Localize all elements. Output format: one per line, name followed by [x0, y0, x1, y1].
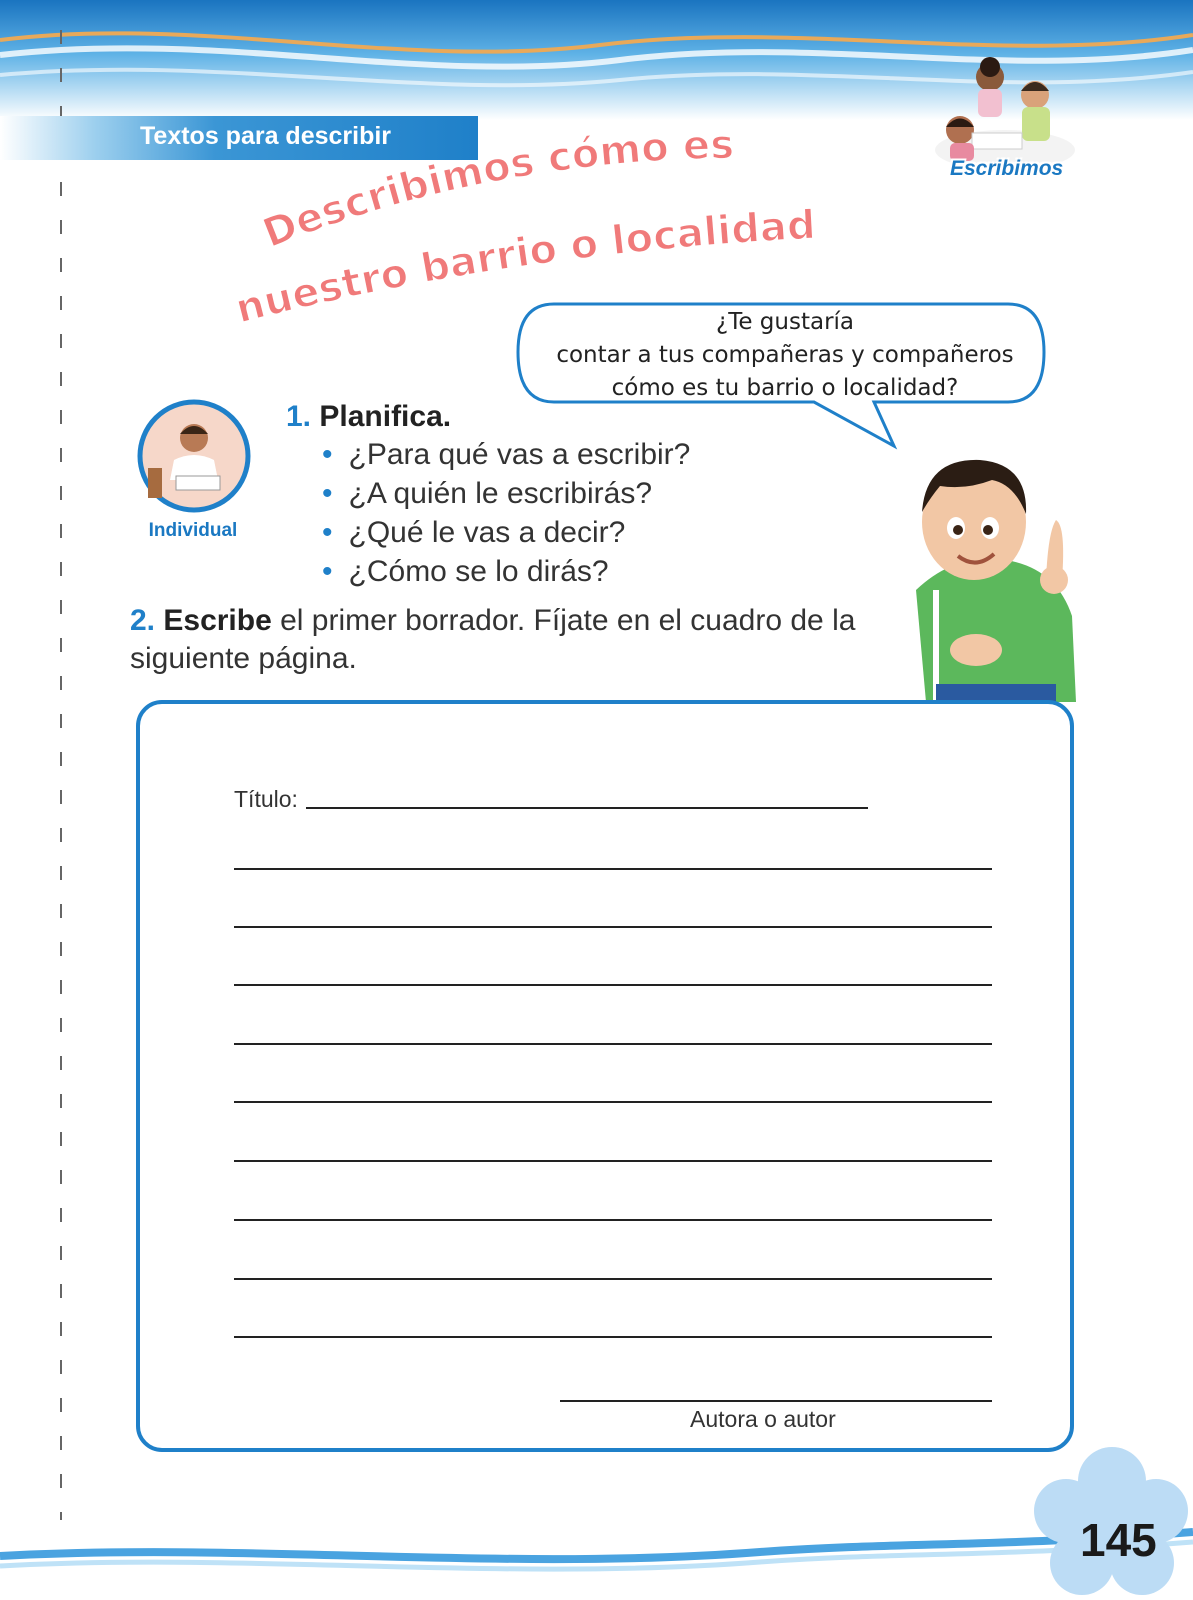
step-1-number: 1.: [286, 400, 312, 433]
title-line-1: Describimos cómo es: [256, 122, 735, 258]
step-2-number: 2.: [130, 604, 156, 637]
writing-line[interactable]: [234, 1160, 992, 1162]
author-field-line[interactable]: [560, 1400, 992, 1402]
writing-line[interactable]: [234, 868, 992, 870]
title-field-line[interactable]: [306, 807, 868, 809]
section-label: Textos para describir: [140, 122, 392, 150]
bubble-line: cómo es tu barrio o localidad?: [611, 375, 959, 401]
step-2-heading: Escribe: [163, 604, 272, 637]
speech-bubble-text: [520, 306, 1050, 405]
step-2: [130, 602, 910, 678]
writing-line[interactable]: [234, 1219, 992, 1221]
cut-line: [60, 30, 62, 1520]
writing-line[interactable]: [234, 984, 992, 986]
list-item: • ¿Para qué vas a escribir?: [322, 438, 691, 471]
step-1-heading: Planifica.: [319, 400, 452, 433]
individual-work-icon: [136, 398, 252, 514]
page-number: 145: [1080, 1514, 1157, 1566]
writing-line[interactable]: [234, 926, 992, 928]
title-field-label: Título:: [234, 786, 298, 812]
writing-line[interactable]: [234, 1101, 992, 1103]
writing-line[interactable]: [234, 1043, 992, 1045]
bubble-line: ¿Te gustaría: [715, 309, 855, 335]
activity-badge: Escribimos: [950, 157, 1064, 180]
boy-illustration: [896, 440, 1096, 702]
planning-questions: [322, 438, 690, 594]
list-item: • ¿Qué le vas a decir?: [322, 516, 626, 549]
list-item: • ¿Cómo se lo dirás?: [322, 555, 609, 588]
writing-line[interactable]: [234, 1278, 992, 1280]
author-field-label: Autora o autor: [690, 1406, 836, 1432]
step-1: [286, 400, 451, 434]
writing-line[interactable]: [234, 1336, 992, 1338]
individual-label: Individual: [148, 520, 238, 541]
step-2-text: el primer borrador. Fíjate en el cuadro de la siguiente página.: [130, 604, 856, 675]
list-item: • ¿A quién le escribirás?: [322, 477, 653, 510]
footer-wave-band: [0, 1500, 1193, 1600]
title-line-2: nuestro barrio o localidad: [231, 202, 817, 333]
bubble-line: contar a tus compañeras y compañeros: [556, 342, 1014, 368]
